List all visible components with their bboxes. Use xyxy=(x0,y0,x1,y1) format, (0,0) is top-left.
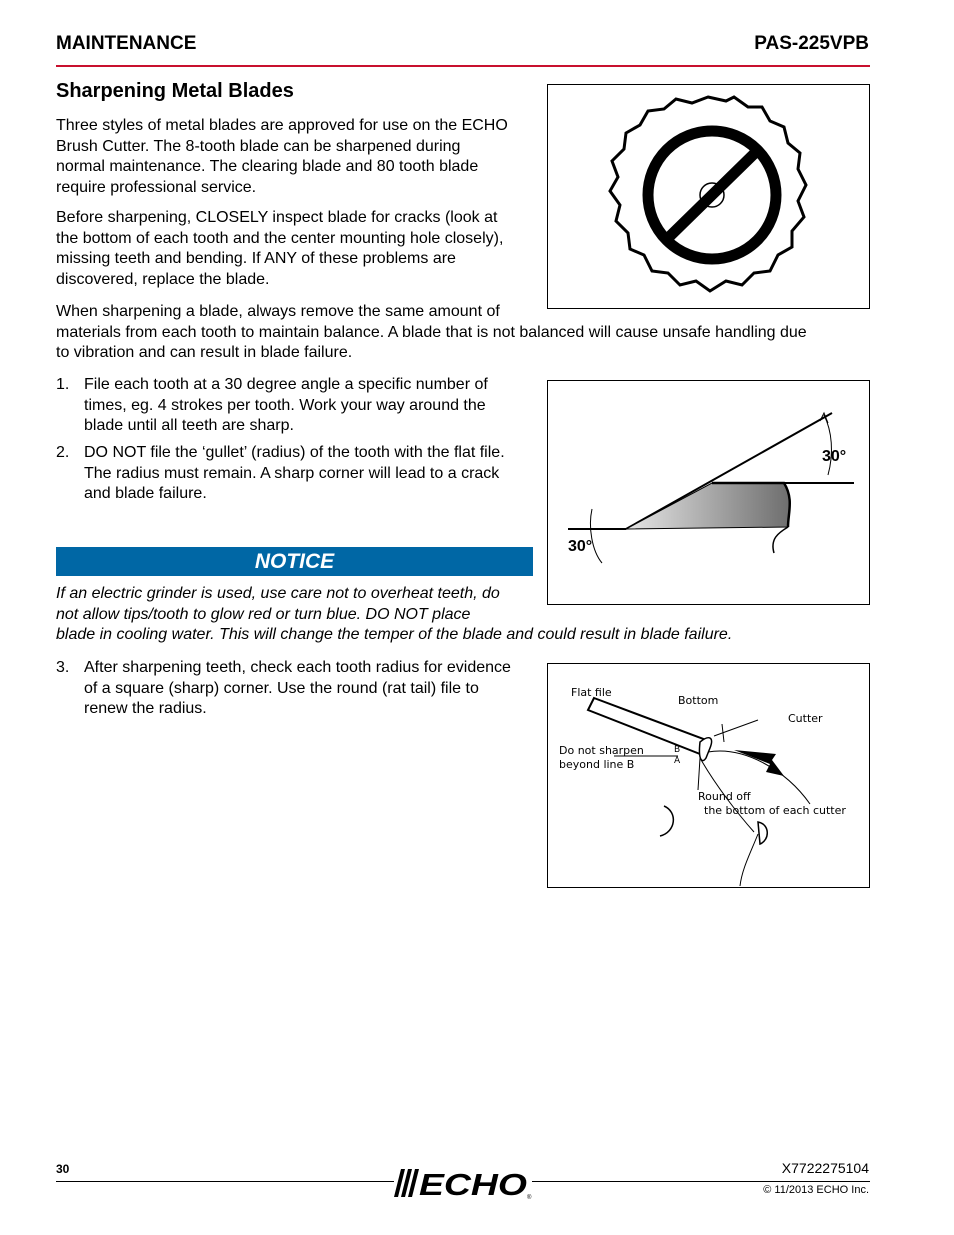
figure-no-blade xyxy=(547,84,870,309)
label-flat-file: Flat file xyxy=(571,686,612,699)
angle-label-top: 30° xyxy=(822,448,847,465)
label-cutter: Cutter xyxy=(788,712,823,725)
step-1-number: 1. xyxy=(56,376,70,393)
text-line: normal maintenance. The clearing blade and 80 tooth blade xyxy=(56,158,479,175)
text-line: Brush Cutter. The 8-tooth blade can be sharpened during xyxy=(56,137,461,155)
step-2-text xyxy=(84,443,505,505)
paragraph-inspect xyxy=(56,208,503,290)
text-line: DO NOT file the ‘gullet’ (radius) of the tooth with the flat file. xyxy=(84,444,505,461)
step-2-number: 2. xyxy=(56,444,70,461)
section-title: MAINTENANCE xyxy=(56,33,197,54)
step-3-number: 3. xyxy=(56,659,70,676)
text-line: missing teeth and bending. If ANY of these problems are xyxy=(56,250,456,267)
label-do-not-sharpen: Do not sharpen xyxy=(559,744,644,757)
step-3-text xyxy=(84,658,511,720)
prohibited-blade-illustration xyxy=(548,85,869,308)
footer-rule-left xyxy=(56,1181,394,1182)
text-line: and blade failure. xyxy=(84,485,207,502)
text-line: After sharpening teeth, check each tooth radius for evidence xyxy=(84,659,511,676)
text-line: When sharpening a blade, always remove the same amount of xyxy=(56,303,500,320)
text-line: times, eg. 4 strokes per tooth. Work your way around the xyxy=(84,396,486,414)
text-line: If an electric grinder is used, use care not to overheat teeth, do xyxy=(56,585,500,602)
copyright: © 11/2013 ECHO Inc. xyxy=(763,1184,869,1196)
label-round-off: Round off xyxy=(698,790,751,803)
figure-filing-angle xyxy=(547,380,870,605)
notice-banner: NOTICE xyxy=(56,547,533,576)
logo-text: ECHO xyxy=(419,1167,527,1200)
model-number: PAS-225VPB xyxy=(754,33,869,54)
text-line: require professional service. xyxy=(56,178,257,196)
label-b: B xyxy=(674,745,681,755)
echo-logo xyxy=(393,1166,533,1200)
text-line: The radius must remain. A sharp corner will lead to a crack xyxy=(84,464,500,482)
label-bottom-of-each-cutter: the bottom of each cutter xyxy=(704,804,846,817)
text-line: Three styles of metal blades are approved for use on the ECHO xyxy=(56,117,508,134)
text-line: File each tooth at a 30 degree angle a specific number of xyxy=(84,376,488,393)
filing-angle-illustration xyxy=(548,381,869,604)
page-heading: Sharpening Metal Blades xyxy=(56,80,294,102)
label-bottom: Bottom xyxy=(678,694,719,707)
label-beyond-line-b: beyond line B xyxy=(559,758,635,771)
text-line: renew the radius. xyxy=(84,700,207,717)
paragraph-intro xyxy=(56,116,508,198)
text-line: to vibration and can result in blade failure. xyxy=(56,344,353,361)
text-line: blade until all teeth are sharp. xyxy=(84,417,294,434)
echo-logo-graphic xyxy=(393,1166,533,1200)
text-line: of a square (sharp) corner. Use the round (rat tail) file to xyxy=(84,679,479,697)
text-line: discovered, replace the blade. xyxy=(56,270,270,288)
angle-label-bottom: 30° xyxy=(568,538,593,555)
page-number: 30 xyxy=(56,1162,70,1176)
figure-file-detail xyxy=(547,663,870,888)
paragraph-balance xyxy=(56,302,807,364)
file-detail-illustration xyxy=(548,664,869,887)
text-line: the bottom of each tooth and the center mounting hole closely), xyxy=(56,229,504,247)
text-line: materials from each tooth to maintain balance. A blade that is not balanced will cause unsafe handling due xyxy=(56,323,807,341)
footer-rule-right xyxy=(532,1181,870,1182)
text-line: not allow tips/tooth to glow red or turn blue. DO NOT place xyxy=(56,605,471,623)
part-number: X7722275104 xyxy=(781,1160,869,1176)
text-line: blade in cooling water. This will change the temper of the blade and could result in blade failure. xyxy=(56,626,733,643)
step-1-text xyxy=(84,375,488,437)
text-line: Before sharpening, CLOSELY inspect blade for cracks (look at xyxy=(56,209,498,226)
header-rule xyxy=(56,65,870,67)
label-a: A xyxy=(674,756,681,766)
registered-mark: ® xyxy=(527,1195,532,1200)
